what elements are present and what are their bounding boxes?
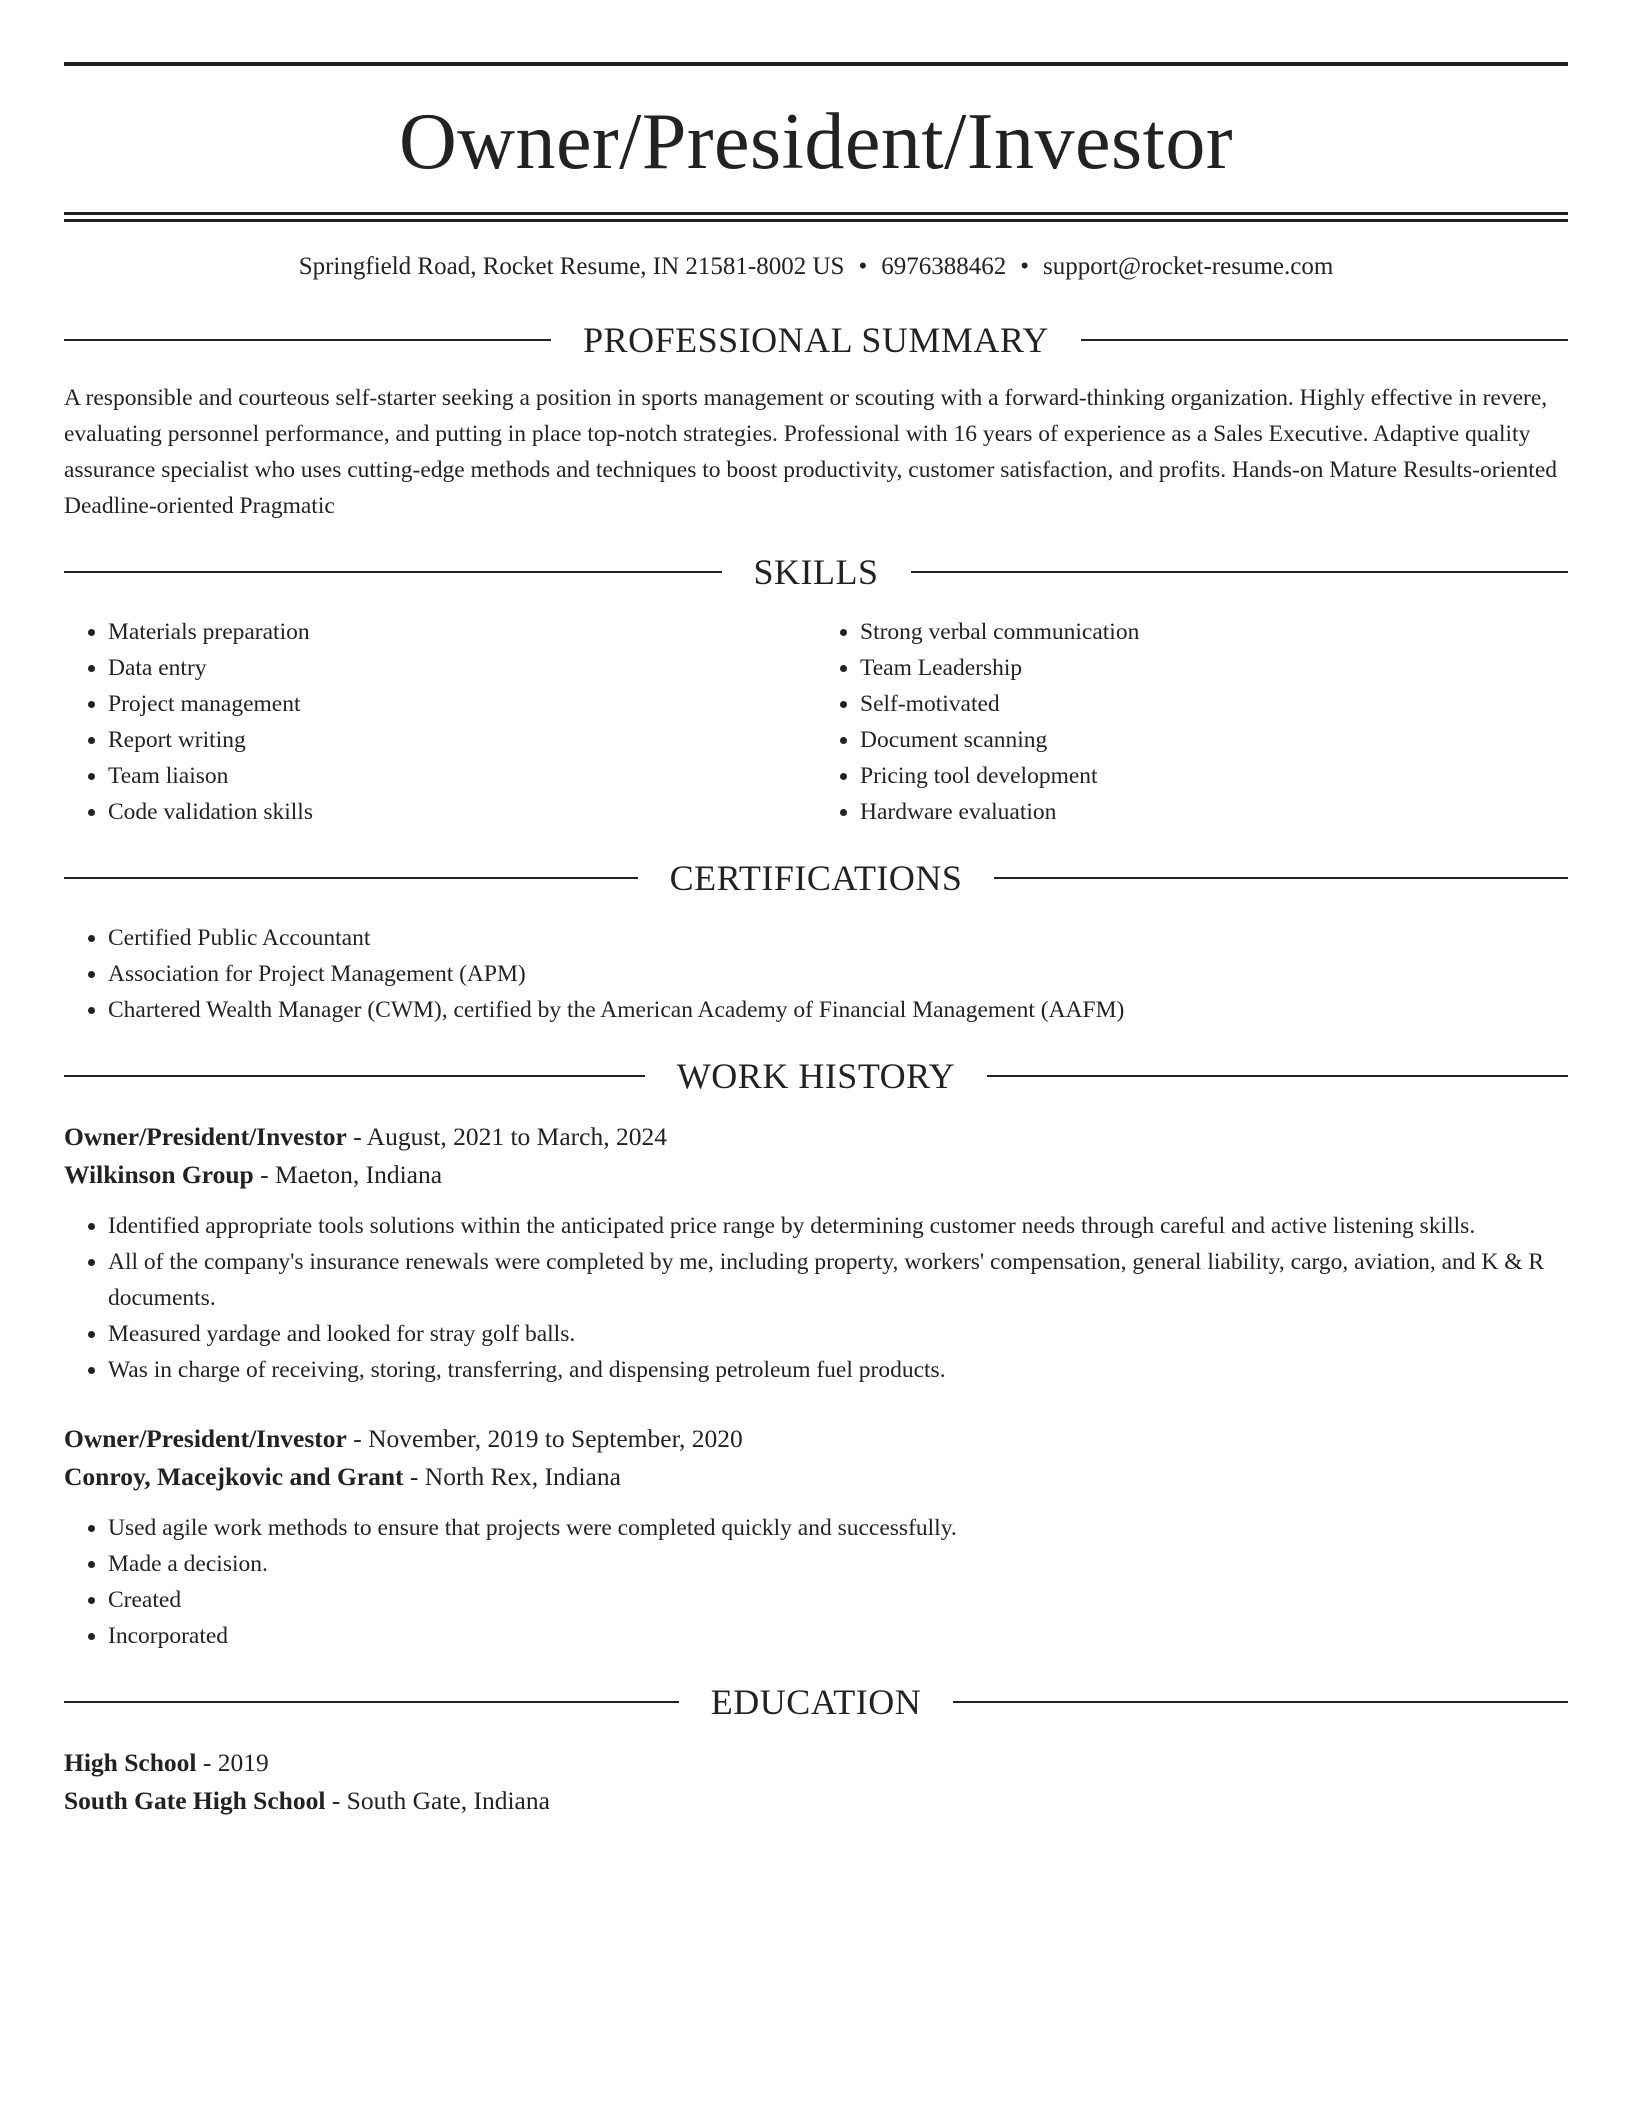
skill-item: • Hardware evaluation [860, 794, 1568, 830]
divider-line [64, 1075, 645, 1077]
education-year: - 2019 [196, 1748, 269, 1777]
job-bullet: • Measured yardage and looked for stray golf balls. [108, 1316, 1568, 1352]
job-entry [64, 1420, 1568, 1654]
job-title-line [64, 1118, 1568, 1156]
job-dates: - November, 2019 to September, 2020 [346, 1424, 743, 1453]
section-header-education [64, 1684, 1568, 1720]
skill-item: • Data entry [108, 650, 816, 686]
job-company: Conroy, Macejkovic and Grant [64, 1462, 404, 1491]
education-degree-line [64, 1744, 1568, 1782]
job-bullet: • Incorporated [108, 1618, 1568, 1654]
section-header-summary [64, 322, 1568, 358]
job-location: - Maeton, Indiana [253, 1160, 443, 1189]
skill-item: • Team liaison [108, 758, 816, 794]
skill-item: • Report writing [108, 722, 816, 758]
divider-line [987, 1075, 1568, 1077]
skill-item: • Pricing tool development [860, 758, 1568, 794]
section-header-skills [64, 554, 1568, 590]
divider-line [953, 1701, 1568, 1703]
divider-line [64, 571, 722, 573]
education-location: - South Gate, Indiana [325, 1786, 550, 1815]
job-role: Owner/President/Investor [64, 1122, 347, 1151]
divider-line [994, 877, 1568, 879]
job-title-line [64, 1420, 1568, 1458]
divider-line [64, 339, 551, 341]
candidate-name: Owner/President/Investor [398, 98, 1234, 186]
section-title: CERTIFICATIONS [669, 858, 963, 898]
divider-line [911, 571, 1569, 573]
certifications-list [64, 920, 1568, 1028]
education-degree: High School [64, 1748, 197, 1777]
name-divider [64, 212, 1568, 222]
section-title: PROFESSIONAL SUMMARY [583, 320, 1049, 360]
education-entry [64, 1744, 1568, 1820]
skills-column-right [816, 614, 1568, 830]
section-title: SKILLS [753, 552, 879, 592]
divider-line [1081, 339, 1568, 341]
phone: 6976388462 [881, 253, 1007, 280]
skill-item: • Self-motivated [860, 686, 1568, 722]
certification-item: • Association for Project Management (APM) [108, 956, 1568, 992]
email: support@rocket-resume.com [1043, 253, 1334, 280]
section-header-work-history [64, 1058, 1568, 1094]
certification-item: • Certified Public Accountant [108, 920, 1568, 956]
divider-line [64, 877, 638, 879]
job-bullet: • Was in charge of receiving, storing, transferring, and dispensing petroleum fuel products. [108, 1352, 1568, 1388]
job-bullet: • All of the company's insurance renewals were completed by me, including property, workers' compensation, general liability, cargo, aviation, and K & R documents. [108, 1244, 1568, 1316]
job-dates: - August, 2021 to March, 2024 [346, 1122, 667, 1151]
job-location: - North Rex, Indiana [403, 1462, 621, 1491]
job-bullet: • Created [108, 1582, 1568, 1618]
contact-line [64, 252, 1568, 282]
address: Springfield Road, Rocket Resume, IN 21581-8002 US [298, 253, 845, 280]
skill-item: • Code validation skills [108, 794, 816, 830]
job-bullet: • Identified appropriate tools solutions within the anticipated price range by determining customer needs through careful and active listening skills. [108, 1208, 1568, 1244]
skills-column-left [64, 614, 816, 830]
skills-list [64, 614, 1568, 830]
job-company-line [64, 1458, 1568, 1496]
job-company-line [64, 1156, 1568, 1194]
skill-item: • Strong verbal communication [860, 614, 1568, 650]
section-title: EDUCATION [710, 1682, 922, 1722]
top-rule [64, 62, 1568, 66]
skill-item: • Team Leadership [860, 650, 1568, 686]
bullet-separator: • [858, 253, 868, 280]
certification-item: • Chartered Wealth Manager (CWM), certified by the American Academy of Financial Management (AAFM) [108, 992, 1568, 1028]
job-role: Owner/President/Investor [64, 1424, 347, 1453]
job-bullet: • Made a decision. [108, 1546, 1568, 1582]
job-company: Wilkinson Group [64, 1160, 254, 1189]
summary-text: A responsible and courteous self-starter seeking a position in sports management or scouting with a forward-thinking organization. Highly effective in revere, evaluating personnel performance, and putting in place top-notch strategies. Professional with 16 years of experience as a Sales Executive. Adaptive quality assurance specialist who uses cutting-edge methods and techniques to boost productivity, customer satisfaction, and profits. Hands-on Mature Results-oriented Deadline-oriented Pragmatic [64, 385, 1557, 519]
skill-item: • Document scanning [860, 722, 1568, 758]
education-school-line [64, 1782, 1568, 1820]
job-entry [64, 1118, 1568, 1388]
section-header-certifications [64, 860, 1568, 896]
education-school: South Gate High School [64, 1786, 326, 1815]
job-bullet: • Used agile work methods to ensure that projects were completed quickly and successfully. [108, 1510, 1568, 1546]
skill-item: • Materials preparation [108, 614, 816, 650]
bullet-separator: • [1020, 253, 1029, 280]
divider-line [64, 1701, 679, 1703]
section-title: WORK HISTORY [676, 1056, 956, 1096]
skill-item: • Project management [108, 686, 816, 722]
